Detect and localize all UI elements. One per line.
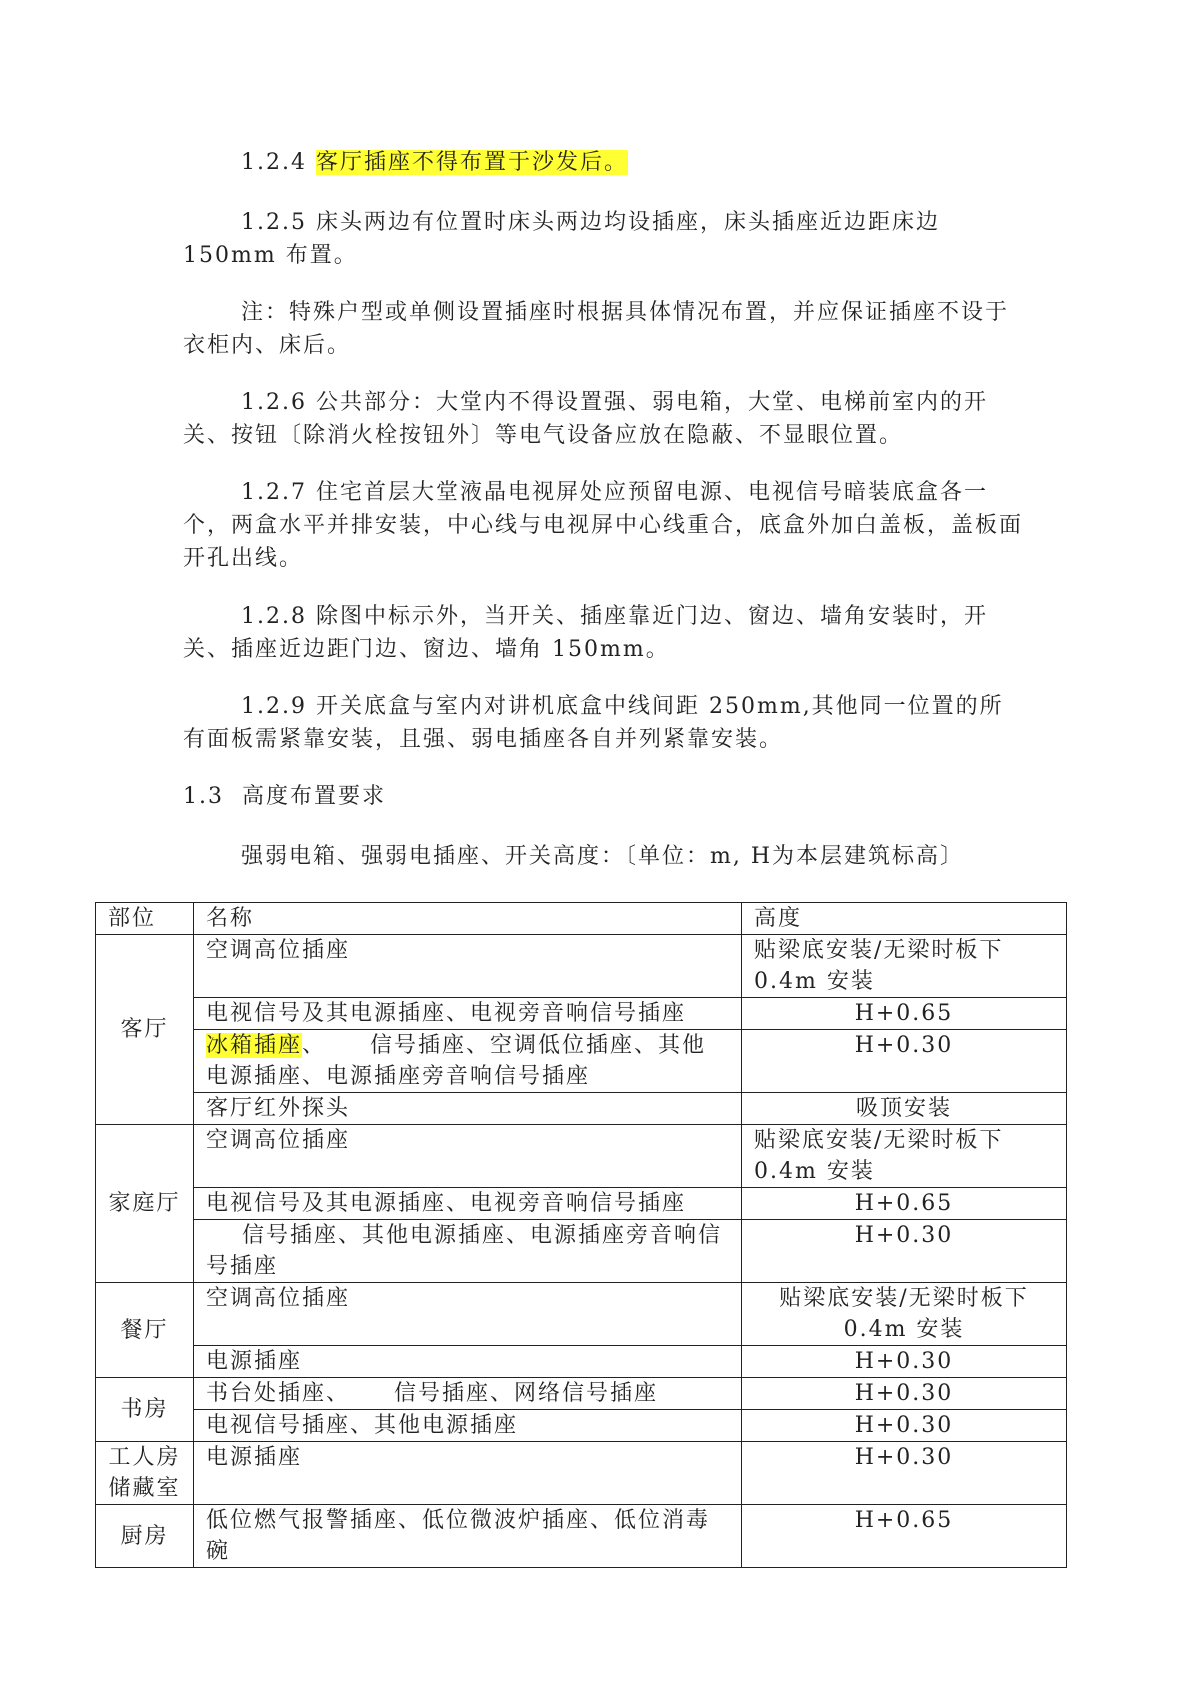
clause-text: 除图中标示外，当开关、插座靠近门边、窗边、墙角安装时，开关、插座近边距门边、窗边、墙角 150mm。 [183, 604, 988, 662]
section-number: 1.3 [183, 784, 224, 809]
height-cell: 贴梁底安装/无梁时板下0.4m 安装 [742, 1283, 1067, 1346]
table-row [96, 1378, 1067, 1410]
height-cell: H+0.30 [742, 1030, 1067, 1093]
table-row [96, 1220, 1067, 1283]
clause-number: 1.2.5 [241, 210, 307, 235]
height-cell: H+0.30 [742, 1220, 1067, 1283]
name-cell: 电视信号及其电源插座、电视旁音响信号插座 [194, 1188, 742, 1220]
highlighted-text: 冰箱插座 [206, 1033, 303, 1058]
name-cell: 空调高位插座 [194, 935, 742, 998]
name-cell: 空调高位插座 [194, 1125, 742, 1188]
name-cell [194, 1378, 742, 1410]
name-cell: 电源插座 [194, 1346, 742, 1378]
table-row [96, 1410, 1067, 1442]
height-cell: H+0.30 [742, 1410, 1067, 1442]
clause-number: 1.2.9 [241, 694, 307, 719]
table-row [96, 1346, 1067, 1378]
name-text: 信号插座、空调低位插座、其他电源插座、电源插座旁音响信号插座 [206, 1033, 707, 1089]
paragraph-1-2-7 [183, 476, 1023, 575]
clause-number: 1.2.8 [241, 604, 307, 629]
paragraph-1-2-4 [183, 146, 1023, 179]
height-cell: 贴梁底安装/无梁时板下0.4m 安装 [742, 935, 1067, 998]
height-cell: 贴梁底安装/无梁时板下0.4m 安装 [742, 1125, 1067, 1188]
header-name: 名称 [194, 903, 742, 935]
paragraph-1-2-9 [183, 690, 1023, 756]
caption-text: 强弱电箱、强弱电插座、开关高度：〔单位：m, H为本层建筑标高〕 [241, 844, 965, 869]
name-cell [194, 1030, 742, 1093]
table-row [96, 935, 1067, 998]
name-cell: 电视信号及其电源插座、电视旁音响信号插座 [194, 998, 742, 1030]
table-row [96, 1505, 1067, 1568]
room-cell-worker: 工人房储藏室 [96, 1442, 194, 1505]
table-row [96, 1093, 1067, 1125]
table-row [96, 998, 1067, 1030]
clause-text: 开关底盒与室内对讲机底盒中线间距 250mm,其他同一位置的所有面板需紧靠安装，且强、弱电插座各自并列紧靠安装。 [183, 694, 1004, 752]
note-text: 注：特殊户型或单侧设置插座时根据具体情况布置，并应保证插座不设于衣柜内、床后。 [183, 300, 1010, 358]
table-row [96, 1188, 1067, 1220]
height-cell: 吸顶安装 [742, 1093, 1067, 1125]
height-cell: H+0.30 [742, 1346, 1067, 1378]
room-cell-dining: 餐厅 [96, 1283, 194, 1378]
room-cell-kitchen: 厨房 [96, 1505, 194, 1568]
name-cell [194, 1220, 742, 1283]
clause-text: 床头两边有位置时床头两边均设插座，床头插座近边距床边 150mm 布置。 [183, 210, 940, 268]
name-cell: 客厅红外探头 [194, 1093, 742, 1125]
name-cell: 空调高位插座 [194, 1283, 742, 1346]
clause-text: 公共部分：大堂内不得设置强、弱电箱，大堂、电梯前室内的开关、按钮〔除消火栓按钮外〕等电气设备应放在隐蔽、不显眼位置。 [183, 390, 988, 448]
clause-number: 1.2.6 [241, 390, 307, 415]
clause-number: 1.2.7 [241, 480, 307, 505]
section-heading [183, 780, 1023, 813]
header-height: 高度 [742, 903, 1067, 935]
name-cell: 低位燃气报警插座、低位微波炉插座、低位消毒碗 [194, 1505, 742, 1568]
name-text: 、 [302, 1033, 327, 1058]
note-paragraph [183, 296, 1023, 362]
paragraph-1-2-5 [183, 206, 1023, 272]
table-row [96, 1125, 1067, 1188]
height-cell: H+0.30 [742, 1378, 1067, 1410]
header-room: 部位 [96, 903, 194, 935]
height-cell: H+0.65 [742, 1505, 1067, 1568]
table-row [96, 1030, 1067, 1093]
room-cell-family: 家庭厅 [96, 1125, 194, 1283]
name-text: 信号插座、网络信号插座 [394, 1381, 659, 1406]
name-cell: 电视信号插座、其他电源插座 [194, 1410, 742, 1442]
table-row [96, 1442, 1067, 1505]
height-cell: H+0.30 [742, 1442, 1067, 1505]
section-title: 高度布置要求 [242, 784, 387, 809]
table-caption [183, 840, 1023, 873]
highlighted-text: 客厅插座不得布置于沙发后。 [315, 150, 628, 175]
height-cell: H+0.65 [742, 998, 1067, 1030]
table-row [96, 1283, 1067, 1346]
paragraph-1-2-6 [183, 386, 1023, 452]
name-text: 书台处插座、 [206, 1381, 351, 1406]
clause-number: 1.2.4 [241, 150, 307, 175]
clause-text: 住宅首层大堂液晶电视屏处应预留电源、电视信号暗装底盒各一个，两盒水平并排安装，中心线与电视屏中心线重合，底盒外加白盖板，盖板面开孔出线。 [183, 480, 1024, 571]
paragraph-1-2-8 [183, 600, 1023, 666]
height-cell: H+0.65 [742, 1188, 1067, 1220]
room-cell-living: 客厅 [96, 935, 194, 1125]
height-spec-table [95, 902, 1067, 1568]
room-cell-study: 书房 [96, 1378, 194, 1442]
name-cell: 电源插座 [194, 1442, 742, 1505]
table-header-row [96, 903, 1067, 935]
name-text: 信号插座、其他电源插座、电源插座旁音响信号插座 [206, 1223, 723, 1279]
